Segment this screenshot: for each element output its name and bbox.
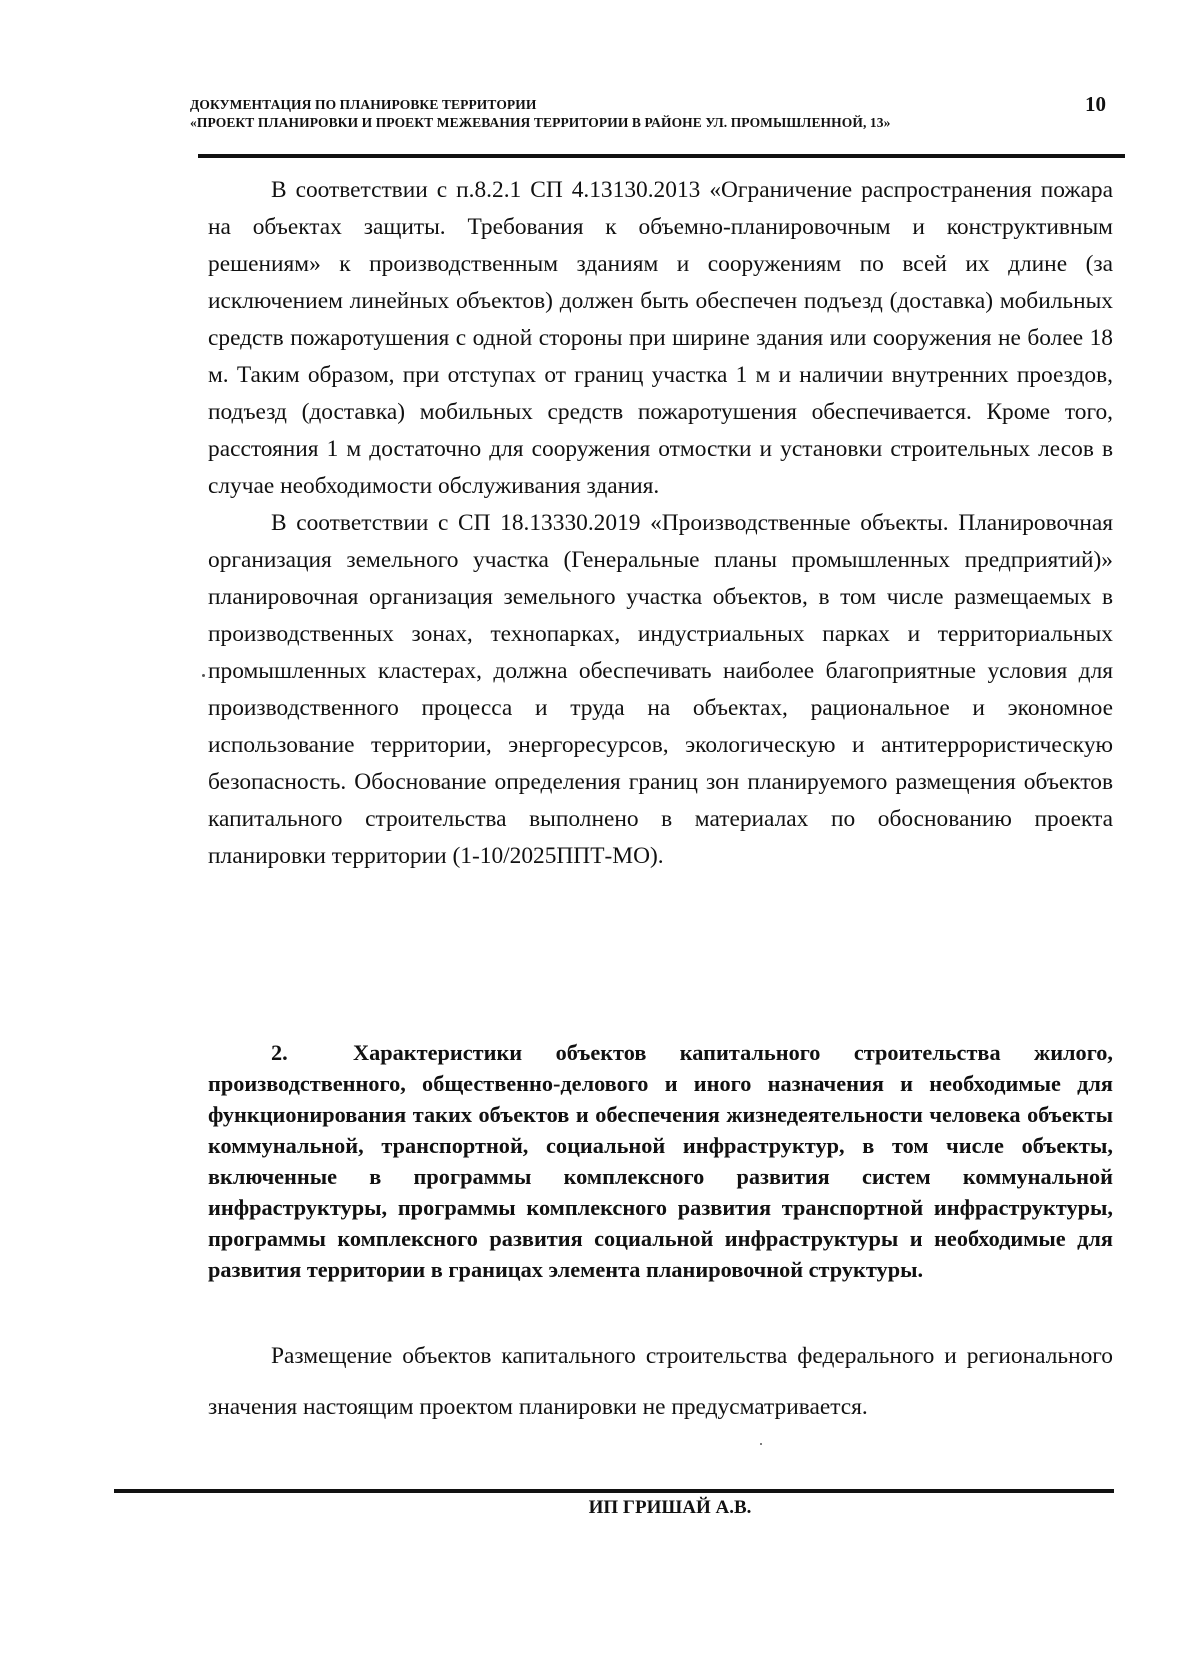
- paragraph-fire-safety: В соответствии с п.8.2.1 СП 4.13130.2013 «Ограничение распространения пожара на объектах защиты. Требования к объемно-планировочным и конструктивным решениям» к производственным зданиям и сооружениям по всей их длине (за исключением линейных объектов) должен быть обеспечен подъезд (доставка) мобильных средств пожаротушения с одной стороны при ширине здания или сооружения не более 18 м. Таким образом, при отступах от границ участка 1 м и наличии внутренних проездов, подъезд (доставка) мобильных средств пожаротушения обеспечивается. Кроме того, расстояния 1 м достаточно для сооружения отмостки и установки строительных лесов в случае необходимости обслуживания здания.: [208, 177, 1113, 499]
- scan-speck: [760, 1443, 762, 1445]
- section-number: 2.: [271, 1040, 288, 1065]
- paragraph-federal-objects: Размещение объектов капитального строительства федерального и регионального значения настоящим проектом планировки не предусматривается.: [208, 1343, 1113, 1420]
- body-text: [208, 172, 1113, 875]
- paragraph-industrial-objects: В соответствии с СП 18.13330.2019 «Производственные объекты. Планировочная организация земельного участка (Генеральные планы промышленных предприятий)» планировочная организация земельного участка объектов, в том числе размещаемых в производственных зонах, технопарках, индустриальных парках и территориальных промышленных кластерах, должна обеспечивать наиболее благоприятные условия для производственного процесса и труда на объектах, рациональное и экономное использование территории, энергоресурсов, экологическую и антитеррористическую безопасность. Обоснование определения границ зон планируемого размещения объектов капитального строительства выполнено в материалах по обоснованию проекта планировки территории (1-10/2025ППТ-МО).: [208, 510, 1113, 869]
- header-title-line1: ДОКУМЕНТАЦИЯ ПО ПЛАНИРОВКЕ ТЕРРИТОРИИ: [190, 97, 537, 112]
- section-heading-text: Характеристики объектов капитального строительства жилого, производственного, общественно-делового и иного назначения и необходимые для функционирования таких объектов и обеспечения жизнедеятельности человека объекты коммунальной, транспортной, социальной инфраструктур, в том числе объекты, включенные в программы комплексного развития систем коммунальной инфраструктуры, программы комплексного развития транспортной инфраструктуры, программы комплексного развития социальной инфраструктуры и необходимые для развития территории в границах элемента планировочной структуры.: [208, 1040, 1113, 1282]
- section-heading-2: [208, 1037, 1113, 1285]
- footer-divider: [114, 1489, 1114, 1493]
- footer-author: ИП ГРИШАЙ А.В.: [588, 1497, 752, 1518]
- section-2-text: [208, 1331, 1113, 1433]
- document-header: [190, 96, 1020, 132]
- header-title-line2: «ПРОЕКТ ПЛАНИРОВКИ И ПРОЕКТ МЕЖЕВАНИЯ ТЕРРИТОРИИ В РАЙОНЕ УЛ. ПРОМЫШЛЕННОЙ, 13»: [190, 115, 891, 130]
- scan-speck: [202, 674, 205, 677]
- page-number: 10: [1085, 92, 1106, 116]
- header-divider: [198, 154, 1125, 158]
